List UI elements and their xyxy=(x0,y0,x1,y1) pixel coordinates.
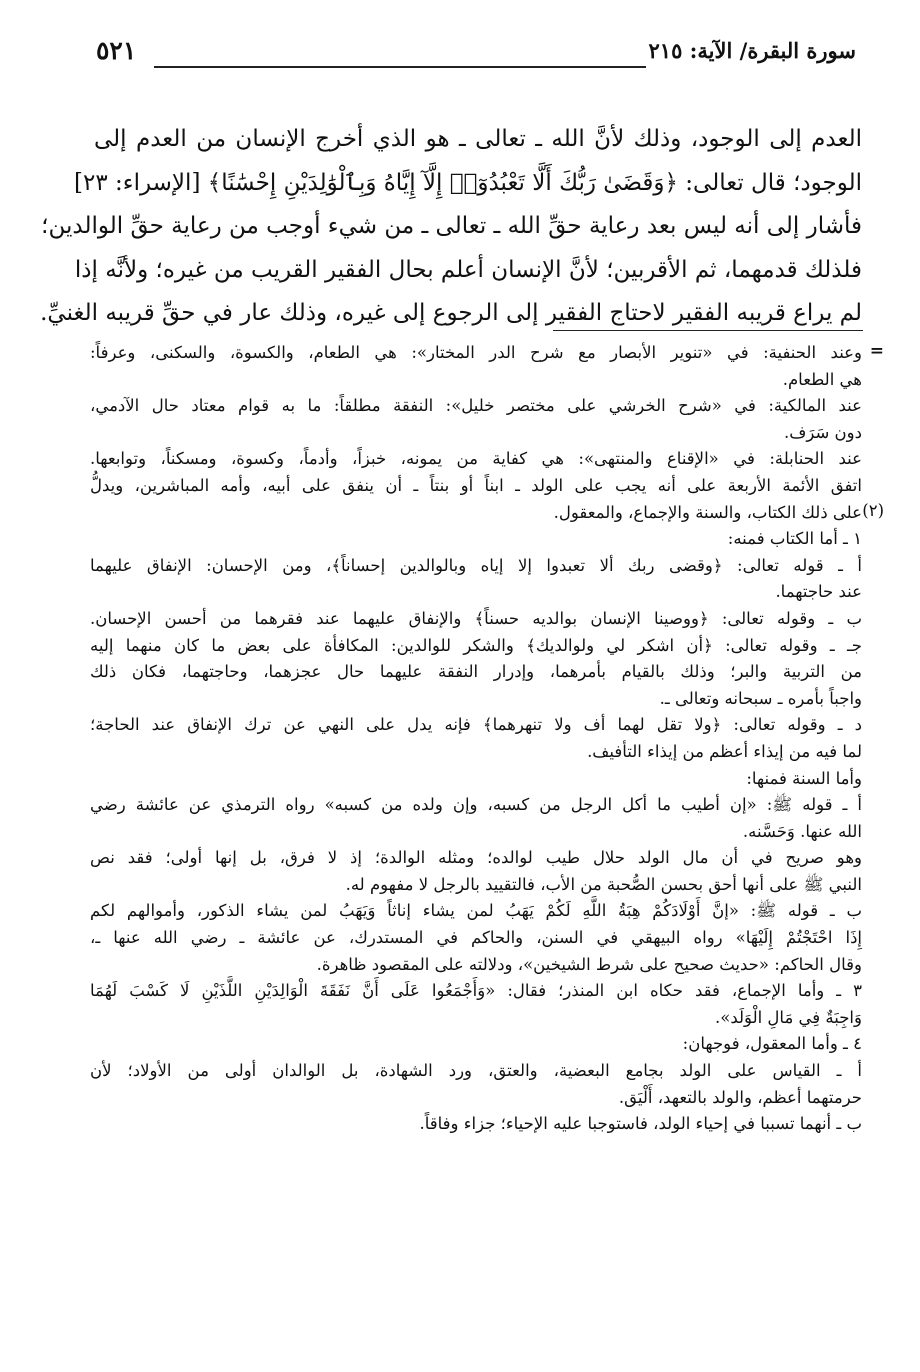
footnote-continuation-mark: = xyxy=(869,341,884,361)
footnote-line: أ ـ القياس على الولد بجامع البعضية، والعتق، ورد الشهادة، بل الوالدان أولى من الأولاد؛ لأن xyxy=(90,1061,862,1081)
footnote-line: ١ ـ أما الكتاب فمنه: xyxy=(727,529,862,549)
main-line-1: العدم إلى الوجود، وذلك لأنَّ الله ـ تعالى ـ هو الذي أخرج الإنسان من العدم إلى xyxy=(94,126,862,152)
footnote-line: أ ـ قوله ﷺ: «إن أطيب ما أكل الرجل من كسبه، وإن ولده من كسبه» رواه الترمذي عن عائشة رضي xyxy=(90,795,862,815)
footnote-line: جـ ـ وقوله تعالى: ﴿أن اشكر لي ولوالديك﴾ والشكر للوالدين: المكافأة على بعض ما كان منهما إليه xyxy=(90,635,862,655)
footnote-line: النبي ﷺ على أنها أحق بحسن الصُّحبة من الأب، فالتقييد بالرجل لا مفهوم له. xyxy=(345,874,862,894)
footnote-line: هي الطعام. xyxy=(782,369,862,389)
footnote-line: وهو صريح في أن مال الولد حلال طيب لوالده؛ ومثله الوالدة؛ إذ لا فرق، بل إنها أولى؛ فقد نص xyxy=(90,848,862,868)
main-line-4: فلذلك قدمهما، ثم الأقربين؛ لأنَّ الإنسان أعلم بحال الفقير القريب من غيره؛ ولأنَّه إذا xyxy=(74,256,862,283)
main-line-2: الوجود؛ قال تعالى: ﴿وَقَضَىٰ رَبُّكَ أَلَّا تَعْبُدُوٓا۟ إِلَّآ إِيَّاهُ وَبِٱلْوَٰلِدَيْنِ إِحْسَٰنًا﴾ [الإسراء: ٢٣] xyxy=(74,169,862,196)
footnote-number-two: (٢) xyxy=(862,501,884,520)
footnote-line: ٣ ـ وأما الإجماع، فقد حكاه ابن المنذر؛ فقال: «وَأَجْمَعُوا عَلَى أَنَّ نَفَقَةَ الْوَالِدَيْنِ اللَّذَيْنِ لَا كَسْبَ لَهُمَا xyxy=(90,981,862,1001)
main-line-3: فأشار إلى أنه ليس بعد رعاية حقِّ الله ـ تعالى ـ من شيء أوجب من رعاية حقِّ الوالدين؛ xyxy=(41,213,862,239)
footnote-line: وَاجِبَةٌ فِي مَالِ الْوَلَد». xyxy=(715,1007,862,1027)
footnote-line: إِذَا احْتَجْتُمْ إِلَيْهَا» رواه البيهقي في السنن، والحاكم في المستدرك، عن عائشة ـ رضي الله عنها ـ، xyxy=(90,928,862,948)
footnote-line: ب ـ قوله ﷺ: «إنَّ أَوْلَادَكُمْ هِبَةُ اللَّهِ لَكُمْ يَهَبُ لمن يشاء إناثاً وَيَهَبُ لمن يشاء الذكور، وأموالهم لكم xyxy=(90,901,862,921)
footnote-line: وأما السنة فمنها: xyxy=(746,768,862,788)
footnote-line: حرمتهما أعظم، والولد بالتعهد، أَلْيَق. xyxy=(618,1087,862,1107)
footnote-line: د ـ وقوله تعالى: ﴿ولا تقل لهما أف ولا تنهرهما﴾ فإنه يدل على النهي عن ترك الإنفاق عند الحاجة؛ xyxy=(90,715,862,735)
footnote-line: ب ـ وقوله تعالى: ﴿ووصينا الإنسان بوالديه حسناً﴾ والإنفاق عليهما عند فقرهما من أحسن الإحسان. xyxy=(90,608,862,628)
surah-reference: سورة البقرة/ الآية: ٢١٥ xyxy=(648,38,856,63)
header-rule xyxy=(154,66,646,68)
footnote-line: على ذلك الكتاب، والسنة والإجماع، والمعقول. xyxy=(553,502,862,522)
footnote-line: ٤ ـ وأما المعقول، فوجهان: xyxy=(682,1034,862,1054)
footnote-line: وقال الحاكم: «حديث صحيح على شرط الشيخين»، ودلالته على المقصود ظاهرة. xyxy=(316,954,862,974)
footnote-line: دون سَرَف. xyxy=(784,422,862,442)
footnote-line: عند المالكية: في «شرح الخرشي على مختصر خليل»: النفقة مطلقاً: ما به قوام معتاد حال الآدمي، xyxy=(90,396,862,416)
footnote-line: عند حاجتهما. xyxy=(775,582,862,602)
page-header xyxy=(96,30,856,76)
page-number: ٥٢١ xyxy=(96,36,137,65)
footnote-line: عند الحنابلة: في «الإقناع والمنتهى»: هي كفاية من يمونه، خبزاً، وأدماً، وكسوة، ومسكناً، وتوابعها. xyxy=(90,449,862,469)
footnote-line: أ ـ قوله تعالى: ﴿وقضى ربك ألا تعبدوا إلا إياه وبالوالدين إحساناً﴾، ومن الإحسان: الإنفاق عليهما xyxy=(90,555,862,575)
main-line-5: لم يراع قريبه الفقير لاحتاج الفقير إلى الرجوع إلى غيره، وذلك عار في حقِّ قريبه الغنيِّ. xyxy=(40,300,862,326)
footnote-separator xyxy=(553,330,863,331)
footnote-line: من التربية والبر؛ وذلك بالقيام بأمرهما، وإدرار النفقة عليهما حال عجزهما، وحاجتهما، فكان ذلك xyxy=(90,662,862,682)
footnote-line: الله عنها. وَحَسَّنه. xyxy=(742,821,862,841)
footnote-line: واجباً بأمره ـ سبحانه وتعالى ـ. xyxy=(659,688,862,708)
footnote-line: اتفق الأئمة الأربعة على أنه يجب على الولد ـ ابناً أو بنتاً ـ أن ينفق على أبيه، وأمه المباشرين، ويدلُّ xyxy=(90,475,862,495)
footnote-line: ب ـ أنهما تسببا في إحياء الولد، فاستوجبا عليه الإحياء؛ جزاء وفاقاً. xyxy=(419,1114,862,1134)
main-text xyxy=(40,118,862,336)
footnote-line: وعند الحنفية: في «تنوير الأبصار مع شرح الدر المختار»: هي الطعام، والكسوة، والسكنى، وعرفاً: xyxy=(90,343,862,362)
footnotes xyxy=(90,340,862,1138)
footnote-line: لما فيه من إيذاء أعظم من إيذاء التأفيف. xyxy=(587,741,862,761)
